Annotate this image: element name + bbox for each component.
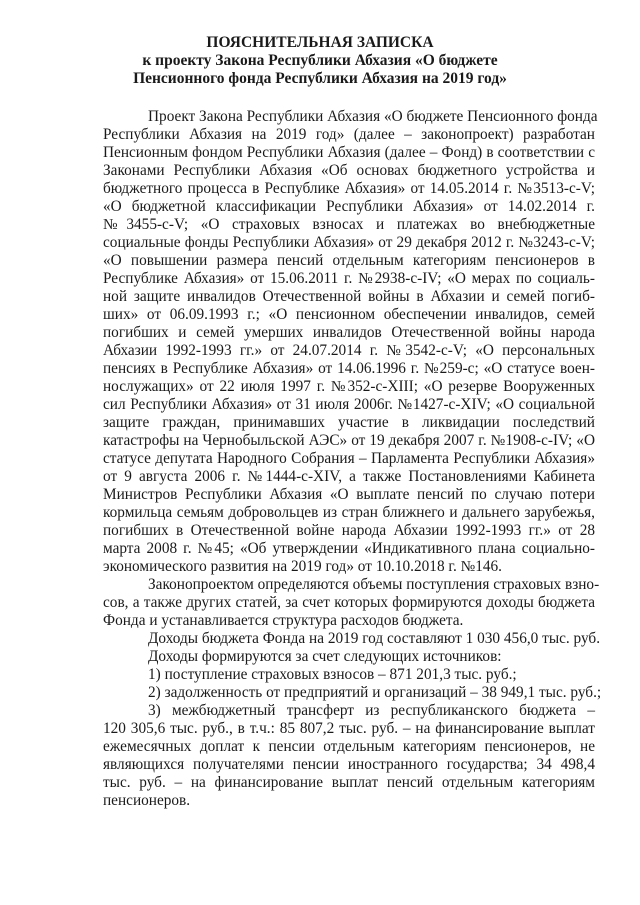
text-line: Пенсионным фондом Республики Абхазия (далее – Фонд) в соответствии с [103,144,595,161]
text-line: Законами Республики Абхазия «Об основах бюджетного устройства и [103,162,595,179]
text-line: Республике Абхазия» от 15.06.2011 г. №2938-с-IV; «О мерах по социаль- [103,270,595,287]
text-line: бюджетного процесса в Республике Абхазия» от 14.05.2014 г. №3513-с-V; [103,180,595,197]
text-line: от 9 августа 2006 г. №1444-с-XIV, а также Постановлениями Кабинета [103,468,595,485]
text-line: нослужащих» от 22 июля 1997 г. №352-с-XIII; «О резерве Вооруженных [103,378,595,395]
text-line: №3455-с-V; «О страховых взносах и платежах во внебюджетные [103,216,595,233]
text-line: ших» от 06.09.1993 г.; «О пенсионном обеспечении инвалидов, семей [103,306,595,323]
text-line: Фонда и устанавливается структура расходов бюджета. [103,612,464,629]
paragraph [103,666,595,684]
text-line: социальные фонды Республики Абхазия» от 29 декабря 2012 г. №3243-с-V; [103,234,595,251]
text-line: марта 2008 г. №45; «Об утверждении «Индикативного плана социально- [103,540,595,557]
document-title [0,34,640,88]
document-body [103,108,602,810]
text-line: 3) межбюджетный трансферт из республиканского бюджета – [148,702,595,719]
text-line: пенсионеров. [103,792,191,809]
paragraph [103,648,595,666]
text-line: ной защите инвалидов Отечественной войны в Абхазии и семей погиб- [103,288,595,305]
text-line: погибших и семей умерших инвалидов Отечественной войны народа [103,324,595,341]
text-line: «О повышении размера пенсий отдельным категориям пенсионеров в [103,252,595,269]
paragraph [103,630,601,648]
text-line: являющихся получателями пенсии иностранного государства; 34 498,4 [103,756,595,773]
text-line: защите граждан, принимавших участие в ликвидации последствий [103,414,595,431]
text-line: ежемесячных доплат к пенсии отдельным категориям пенсионеров, не [103,738,595,755]
paragraph [103,108,598,576]
text-line: статусе депутата Народного Собрания – Парламента Республики Абхазия» [103,450,595,467]
text-line: сил Республики Абхазия» от 31 июля 2006г. №1427-с-XIV; «О социальной [103,396,595,413]
text-line: кормильца семьям добровольцев из стран ближнего и дальнего зарубежья, [103,504,595,521]
text-line: Доходы бюджета Фонда на 2019 год составляют 1 030 456,0 тыс. руб. [148,630,601,647]
text-line: «О бюджетной классификации Республики Абхазия» от 14.02.2014 г. [103,198,595,215]
text-line: сов, а также других статей, за счет которых формируются доходы бюджета [103,594,595,611]
paragraph [103,684,602,702]
text-line: Абхазии 1992-1993 гг.» от 24.07.2014 г. №3542-с-V; «О персональных [103,342,595,359]
text-line: погибших в Отечественной войне народа Абхазии 1992-1993 гг.» от 28 [103,522,595,539]
text-line: Доходы формируются за счет следующих источников: [148,648,502,665]
text-line: Республики Абхазия на 2019 год» (далее – законопроект) разработан [103,126,595,143]
text-line: пенсиях в Республике Абхазия» от 14.06.1996 г. №259-с; «О статусе воен- [103,360,595,377]
text-line: тыс. руб. – на финансирование выплат пенсий отдельным категориям [103,774,595,791]
text-line: экономического развития на 2019 год» от 10.10.2018 г. №146. [103,558,502,575]
text-line: Проект Закона Республики Абхазия «О бюджете Пенсионного фонда [148,108,598,125]
text-line: 120 305,6 тыс. руб., в т.ч.: 85 807,2 тыс. руб. – на финансирование выплат [103,720,595,737]
paragraph [103,576,600,630]
paragraph [103,702,595,810]
text-line: Законопроектом определяются объемы поступления страховых взно- [148,576,600,593]
title-line: Пенсионного фонда Республики Абхазия на 2019 год» [133,70,507,87]
title-line: к проекту Закона Республики Абхазия «О бюджете [142,52,498,69]
text-line: 2) задолженность от предприятий и организаций – 38 949,1 тыс. руб.; [148,684,602,701]
text-line: катастрофы на Чернобыльской АЭС» от 19 декабря 2007 г. №1908-с-IV; «О [103,432,595,449]
text-line: Министров Республики Абхазия «О выплате пенсий по случаю потери [103,486,595,503]
title-line: ПОЯСНИТЕЛЬНАЯ ЗАПИСКА [206,34,434,51]
text-line: 1) поступление страховых взносов – 871 201,3 тыс. руб.; [148,666,517,683]
